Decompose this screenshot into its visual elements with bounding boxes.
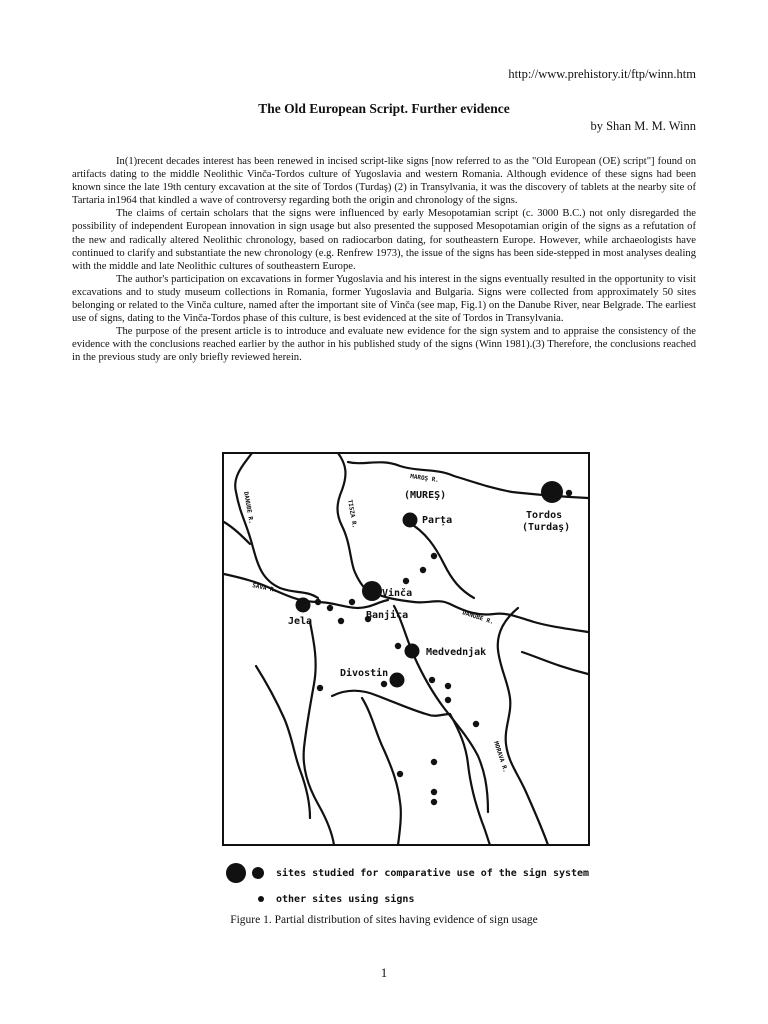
paragraph-2: The claims of certain scholars that the signs were influenced by early Mesopotamian script (c. 3000 B.C.) not only disregarded the possibility of independent European innovation in sign usage but also presented the supposed Mesopotamian origin of the signs as a refutation of the new and radically altered Neolithic chronology, based on radiocarbon dating, for southeastern Europe. However, while archaeologists have continued to clarify and substantiate the new chronology (e.g. Renfrew 1973), the issue of the signs has been side-stepped in most analyses dealing with the middle and late Neolithic cultures of southeastern Europe. bbox=[72, 208, 696, 272]
article-title: The Old European Script. Further evidence bbox=[258, 101, 510, 116]
paragraph-3: The author's participation on excavations in former Yugoslavia and his interest in the signs eventually resulted in the opportunity to visit excavations and to study museum collections in Romania, former Yugoslavia and Bulgaria. Signs were collected from approximately 50 sites belonging or related to the Vinča culture, named after the important site of Vinča (see map, Fig.1) on the Danube River, near Belgrade. The earliest use of signs, dating to the Vinča-Tordos phase of this culture, is best evidenced at the site of Tordos in Transylvania. bbox=[72, 273, 696, 325]
label-divostin: Divostin bbox=[340, 668, 389, 679]
ibar-river bbox=[362, 698, 401, 845]
label-mures: (MUREŞ) bbox=[404, 490, 447, 501]
label-sava: SAVA R. bbox=[251, 582, 278, 595]
site-medvednjak-marker bbox=[405, 644, 420, 659]
page-number: 1 bbox=[380, 965, 388, 980]
label-morava: MORAVA R. bbox=[492, 740, 509, 774]
label-maros: MAROŞ R. bbox=[409, 473, 440, 485]
timok-river bbox=[498, 608, 548, 845]
site-divostin-marker bbox=[390, 673, 405, 688]
legend-medium-dot-icon bbox=[252, 867, 264, 879]
label-danube-north: DANUBE R. bbox=[242, 491, 255, 525]
label-tisza: TISZA R. bbox=[346, 499, 358, 529]
map-legend bbox=[226, 864, 606, 908]
mures-tributary bbox=[408, 522, 474, 598]
author-byline: by Shan M. M. Winn bbox=[590, 119, 696, 133]
eastern-stream bbox=[522, 652, 588, 674]
legend-large-dot-icon bbox=[226, 863, 246, 883]
west-morava-river bbox=[332, 691, 450, 716]
site-tordos-marker bbox=[541, 481, 563, 503]
morava-river bbox=[394, 606, 488, 812]
label-jela: Jela bbox=[288, 616, 313, 627]
label-vinca: Vinča bbox=[382, 588, 413, 599]
site-labels bbox=[288, 490, 570, 679]
label-danube-east: DANUBE R. bbox=[461, 609, 495, 626]
site-vinca-marker bbox=[362, 581, 382, 601]
legend-small-dot-icon bbox=[258, 896, 264, 902]
legend-row-other bbox=[226, 890, 414, 908]
legend-studied-label: sites studied for comparative use of the sign system bbox=[276, 867, 590, 879]
source-url: http://www.prehistory.it/ftp/winn.htm bbox=[508, 67, 696, 81]
label-medvednjak: Medvednjak bbox=[426, 647, 487, 658]
paragraph-4: The purpose of the present article is to introduce and evaluate new evidence for the sign system and to appraise the consistency of the evidence with the conclusions reached earlier by the author in his published study of the signs (Winn 1981).(3) Therefore, the conclusions reached in the previous study are only briefly reviewed herein. bbox=[72, 326, 696, 364]
danube-river-north bbox=[235, 453, 318, 598]
figure-caption: Figure 1. Partial distribution of sites having evidence of sign usage bbox=[230, 914, 538, 926]
drina-river bbox=[304, 622, 334, 845]
legend-other-label: other sites using signs bbox=[276, 893, 415, 905]
lim-river bbox=[256, 666, 310, 818]
label-tordos: Tordos bbox=[526, 510, 563, 521]
site-parta-marker bbox=[403, 513, 418, 528]
label-banjica: Banjica bbox=[366, 610, 409, 621]
article-body bbox=[72, 155, 696, 365]
label-turdas: (Turdaş) bbox=[522, 522, 571, 533]
legend-row-studied bbox=[226, 864, 589, 882]
label-parta: Parța bbox=[422, 515, 453, 526]
paragraph-1: In(1)recent decades interest has been renewed in incised script-like signs [now referred to as the "Old European (OE) script"] found on artifacts dating to the middle Neolithic Vinča-Tordos culture of Yugoslavia and western Romania. Although evidence of these signs had been known since the late 19th century excavation at the site of Tordos (Turdaş) (2) in Transylvania, it was the discovery of tablets at the nearby site of Tartaria in1964 that kindled a wave of controversy regarding both the origin and chronology of the signs. bbox=[72, 156, 696, 207]
site-distribution-map bbox=[222, 452, 590, 846]
site-jela-marker bbox=[296, 598, 311, 613]
